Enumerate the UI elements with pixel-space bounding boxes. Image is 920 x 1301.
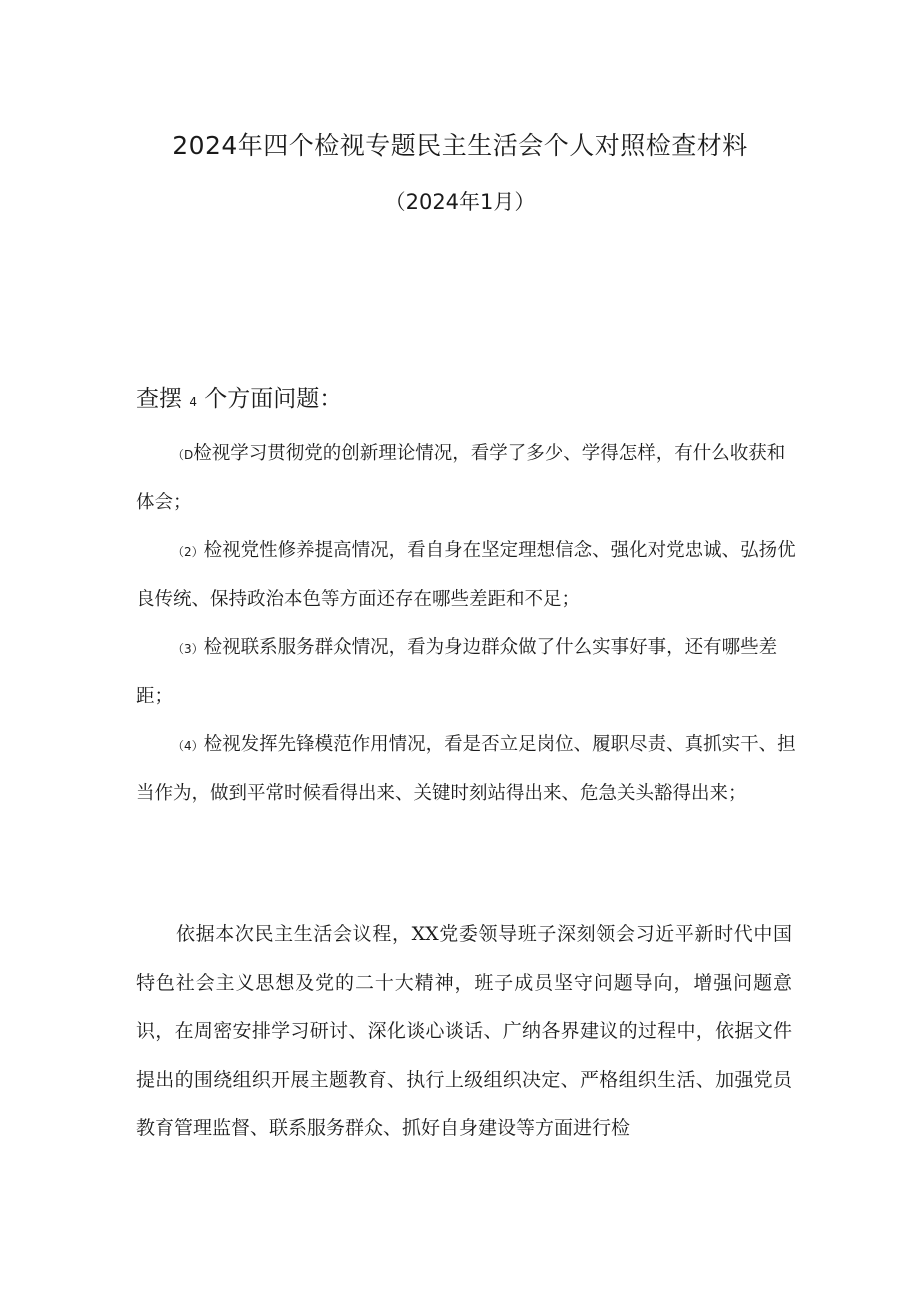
- document-date: （2024年1月）: [384, 190, 536, 214]
- body-paragraph: 依据本次民主生活会议程，XX党委领导班子深刻领会习近平新时代中国特色社会主义思想及党的二十大精神，班子成员坚守问题导向，增强问题意识，在周密安排学习研讨、深化谈心谈话、广纳各界建议的过程中，依据文件提出的围绕组织开展主题教育、执行上级组织决定、严格组织生活、加强党员教育管理监督、联系服务群众、抓好自身建设等方面进行检: [136, 923, 792, 1139]
- issue-item: [136, 721, 796, 818]
- issue-number: （3）: [172, 642, 204, 656]
- issue-text: 检视学习贯彻党的创新理论情况，看学了多少、学得怎样，有什么收获和体会；: [136, 443, 786, 513]
- issue-item: [136, 527, 796, 624]
- heading-prefix: 查摆: [136, 386, 182, 412]
- heading-suffix: 个方面问题：: [204, 386, 343, 412]
- issue-list: [136, 430, 796, 818]
- section-heading: [136, 380, 342, 413]
- issue-number: （4）: [172, 739, 204, 753]
- issue-text: 检视联系服务群众情况，看为身边群众做了什么实事好事，还有哪些差距；: [136, 637, 778, 707]
- heading-number: 4: [189, 395, 197, 409]
- issue-item: [136, 430, 796, 527]
- document-title: 2024年四个检视专题民主生活会个人对照检查材料: [172, 131, 748, 160]
- issue-text: 检视党性修养提高情况，看自身在坚定理想信念、强化对党忠诚、弘扬优良传统、保持政治本色等方面还存在哪些差距和不足；: [136, 540, 796, 610]
- issue-number: （D: [172, 448, 194, 462]
- issue-number: （2）: [172, 545, 204, 559]
- issue-text: 检视发挥先锋模范作用情况，看是否立足岗位、履职尽责、真抓实干、担当作为，做到平常时候看得出来、关键时刻站得出来、危急关头豁得出来；: [136, 734, 796, 804]
- issue-item: [136, 624, 796, 721]
